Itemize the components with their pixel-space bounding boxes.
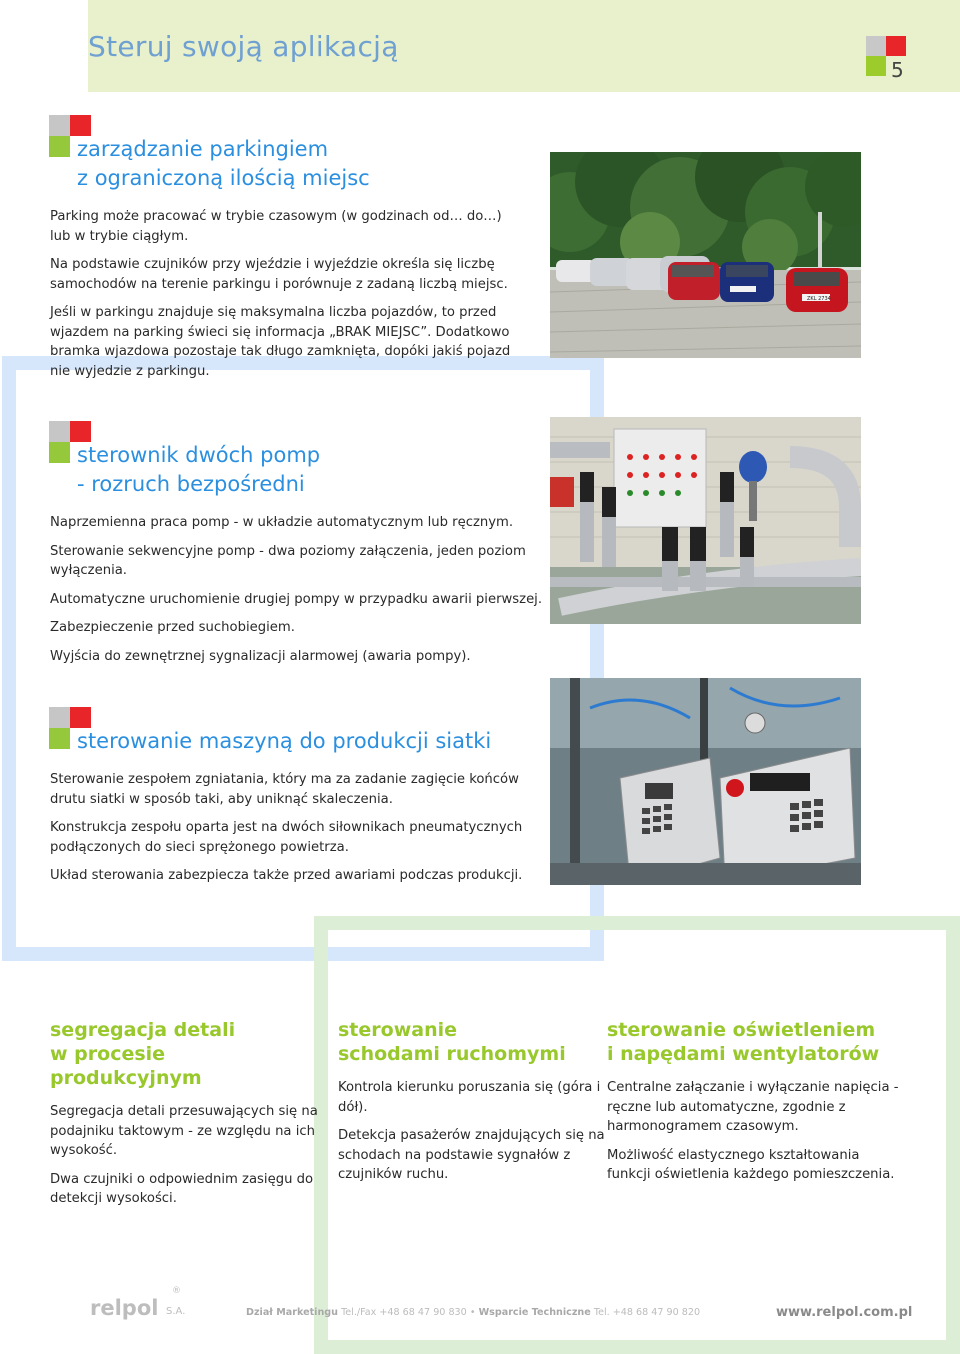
page-marker-red (886, 36, 906, 56)
license-plate: ZKL 2734 (807, 296, 831, 302)
section-title-pumps: sterownik dwóch pomp - rozruch bezpośredni (77, 443, 321, 496)
machine-control-photo (550, 678, 861, 885)
feature-column-escalators (338, 1018, 608, 1194)
column-text: Centralne załączanie i wyłączanie napięcia - ręczne lub automatyczne, zgodnie z harmonogramem czasowym. Możliwość elastycznego kształtowania funkcji oświetlenia każdego pomieszczenia. (607, 1080, 899, 1182)
support-phone: Tel. +48 68 47 90 820 (593, 1307, 701, 1318)
column-text: Segregacja detali przesuwających się na podajniku taktowym - ze względu na ich wysokość. Dwa czujniki o odpowiednim zasięgu do detekcji wysokości. (50, 1104, 318, 1206)
section-text-pumps: Naprzemienna praca pomp - w układzie automatycznym lub ręcznym. Sterowanie sekwencyjne pomp - dwa poziomy załączenia, jeden poziom wyłączenia. Automatyczne uruchomienie drugiej pompy w przypadku awarii pierwszej. Zabezpieczenie przed suchobiegiem. Wyjścia do zewnętrznej sygnalizacji alarmowej (awaria pompy). (50, 515, 543, 664)
logo-suffix: S.A. (166, 1306, 186, 1317)
feature-column-sorting (50, 1018, 320, 1218)
column-title: sterowanie oświetleniem i napędami wentylatorów (607, 1019, 880, 1065)
registered-mark: ® (172, 1286, 181, 1296)
page-title: Steruj swoją aplikacją (88, 30, 399, 63)
column-title: segregacja detali w procesie produkcyjnym (50, 1019, 236, 1089)
page-marker-green (866, 56, 886, 76)
section-text-mesh-machine: Sterowanie zespołem zgniatania, który ma za zadanie zagięcie końców drutu siatki w sposób taki, aby uniknąć skaleczenia. Konstrukcja zespołu oparta jest na dwóch siłownikach pneumatycznych podłączonych do sieci sprężonego powietrza. Układ sterowania zabezpiecza także przed awariami podczas produkcji. (50, 772, 523, 883)
page-number: 5 (891, 58, 904, 82)
column-title: sterowanie schodami ruchomymi (338, 1019, 566, 1065)
page-marker-grey (866, 36, 886, 56)
feature-column-lighting (607, 1018, 907, 1194)
footer-contact (246, 1307, 700, 1318)
parking-photo (550, 152, 861, 358)
section-title-mesh-machine: sterowanie maszyną do produkcji siatki (77, 729, 492, 753)
section-text-parking: Parking może pracować w trybie czasowym (w godzinach od… do…) lub w trybie ciągłym. Na podstawie czujników przy wjeździe i wyjeździe określa się liczbę samochodów na terenie parkingu i porównuje z zadaną liczbą miejsc. Jeśli w parkingu znajduje się maksymalna liczba pojazdów, to przed wjazdem na parking świeci się informacja „BRAK MIEJSC”. Dodatkowo bramka wjazdowa pozostaje tak długo zamknięta, dopóki jakiś pojazd nie wyjedzie z parkingu. (50, 209, 511, 379)
website-link[interactable]: www.relpol.com.pl (776, 1305, 913, 1320)
pump-station-photo (550, 417, 861, 624)
marketing-phone: Tel./Fax +48 68 47 90 830 (341, 1307, 467, 1318)
column-text: Kontrola kierunku poruszania się (góra i dół). Detekcja pasażerów znajdujących się na schodach na podstawie sygnałów z czujników ruchu. (338, 1080, 605, 1182)
support-label: Wsparcie Techniczne (478, 1307, 591, 1318)
bullet-separator: • (469, 1307, 476, 1318)
section-title-parking: zarządzanie parkingiem z ograniczoną ilością miejsc (77, 137, 370, 190)
marketing-label: Dział Marketingu (246, 1307, 338, 1318)
relpol-logo: relpol (90, 1296, 159, 1320)
